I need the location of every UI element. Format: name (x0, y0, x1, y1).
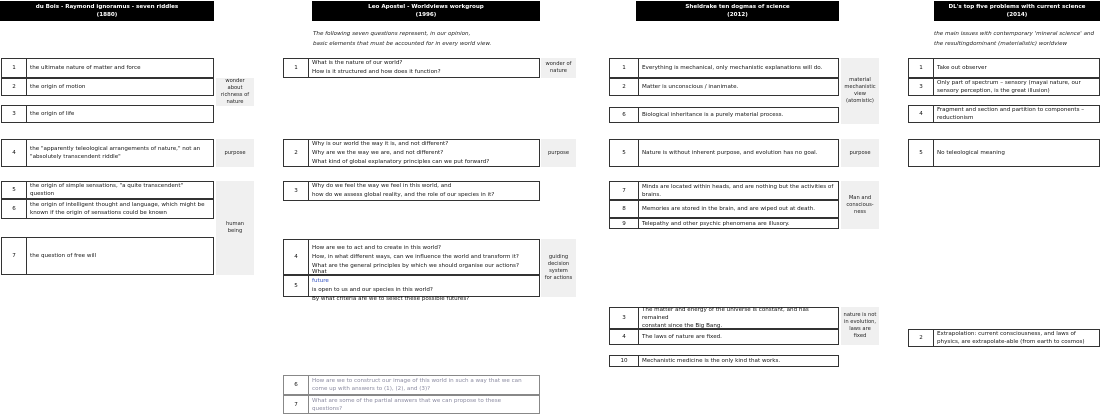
sheldrake-header (636, 1, 839, 21)
sheldrake-year: (2012) (727, 12, 748, 18)
row-text: How are we to act and to create in this world? How, in what different ways, can we influence the world and transform it? What are the general principles by which we should organise our actions? (312, 244, 519, 269)
row-number: 5 (610, 140, 639, 166)
dubois-row (1, 105, 214, 123)
dubois-row (1, 78, 214, 96)
row-number: 7 (284, 396, 309, 413)
row-text: Extrapolation: current consciousness, and laws of physics, are extrapolate-able (from earth to cosmos) (937, 331, 1085, 345)
apostel-question (283, 181, 540, 201)
row-text: the ultimate nature of matter and force (30, 65, 141, 71)
row-text: Fragment and section and partition to components – reductionism (937, 107, 1085, 121)
row-number: 4 (284, 240, 309, 274)
sheldrake-row (609, 329, 839, 345)
row-number: 6 (2, 200, 27, 218)
row-number: 3 (2, 106, 27, 122)
dubois-row (1, 199, 214, 219)
row-text: the origin of life (30, 111, 75, 117)
row-text: Telepathy and other psychic phenomena are illusory. (642, 220, 790, 227)
row-text: Memories are stored in the brain, and are wiped out at death. (642, 206, 816, 212)
dl-row (908, 139, 1100, 167)
sheldrake-title: Sheldrake ten dogmas of science (685, 4, 790, 10)
row-number: 8 (610, 201, 639, 217)
dl-row (908, 329, 1100, 347)
apostel-question (283, 58, 540, 78)
row-text: the "apparently teleological arrangements of nature," not an "absolutely transcendent riddle" (30, 146, 201, 160)
dubois-row (1, 58, 214, 78)
dl-title: DL's top five problems with current science (948, 4, 1086, 10)
row-number: 5 (284, 276, 309, 296)
highlighted-word: future (312, 278, 329, 284)
sheldrake-row (609, 355, 839, 367)
dubois-row (1, 181, 214, 199)
row-number: 5 (2, 182, 27, 198)
row-text: The laws of nature are fixed. (642, 334, 722, 340)
apostel-question (283, 139, 540, 167)
sheldrake-row (609, 78, 839, 96)
sheldrake-row (609, 218, 839, 229)
sheldrake-row (609, 107, 839, 123)
row-number: 3 (909, 79, 934, 95)
sheldrake-row (609, 139, 839, 167)
row-text: No teleological meaning (937, 150, 1005, 156)
row-text: Only part of spectrum – sensory (mayai nature, our sensory perception, is the great illusion) (937, 80, 1081, 94)
row-number: 9 (610, 219, 639, 228)
category-label: material mechanistic view (atomistic) (841, 58, 879, 124)
dl-row (908, 78, 1100, 96)
row-number: 1 (2, 59, 27, 77)
dubois-year: (1880) (96, 12, 118, 18)
row-text: What are some of the partial answers that we can propose to these questions? (312, 397, 502, 412)
row-text: Why do we feel the way we feel in this world, and how do we assess global reality, and the role of our species in it? (312, 183, 495, 198)
dl-row (908, 58, 1100, 78)
dl-year: (2014) (1006, 12, 1028, 18)
category-label: guiding decision system for actions (541, 239, 576, 297)
apostel-question (283, 375, 540, 395)
row-text: the origin of motion (30, 84, 86, 90)
category-label: purpose (541, 139, 576, 167)
row-number: 4 (610, 330, 639, 344)
row-number: 3 (610, 308, 639, 328)
row-text: Nature is without inherent purpose, and evolution has no goal. (642, 150, 818, 156)
category-label: purpose (216, 139, 254, 167)
dl-header (934, 1, 1100, 21)
row-number: 2 (610, 79, 639, 95)
apostel-question (283, 395, 540, 414)
sheldrake-row (609, 181, 839, 200)
row-number: 6 (610, 108, 639, 122)
row-text: Matter is unconscious / inanimate. (642, 84, 739, 90)
row-text: Minds are located within heads, and are nothing but the activities of brains. (642, 183, 834, 198)
dubois-header (0, 1, 214, 21)
row-number: 3 (284, 182, 309, 200)
row-text: Biological inheritance is a purely material process. (642, 112, 784, 118)
dubois-title: du Bois - Raymond ignoramus - seven riddles (35, 4, 179, 10)
apostel-header (312, 1, 540, 21)
row-text: The matter and energy of the universe is constant, and has remained constant since the Big Bang. (642, 307, 809, 329)
row-number: 2 (2, 79, 27, 95)
category-label: nature is not in evolution, laws are fixed (841, 307, 879, 345)
apostel-question (283, 269, 540, 302)
category-label: Man and conscious- ness (841, 181, 879, 229)
row-text: What future is open to us and our species in this world? By what criteria are we to select these possible futures? (312, 269, 470, 302)
category-label: human being (216, 181, 254, 275)
row-number: 4 (909, 106, 934, 122)
sheldrake-row (609, 58, 839, 78)
row-number: 5 (909, 140, 934, 166)
apostel-title: Leo Apostel - Worldviews workgroup (368, 4, 484, 10)
row-number: 1 (909, 59, 934, 77)
row-text: What is the nature of our world? How is it structured and how does it function? (312, 60, 441, 75)
sheldrake-row (609, 307, 839, 329)
category-label: purpose (841, 139, 879, 167)
row-number: 1 (284, 59, 309, 77)
row-text: How are we to construct our image of this world in such a way that we can come up with answers to (1), (2), and (3)? (312, 378, 522, 392)
row-number: 2 (909, 330, 934, 346)
dl-intro: the main issues with contemporary 'mineral science' and the resultingdominant (materialistic) worldview (934, 31, 1095, 47)
row-text: Mechanistic medicine is the only kind that works. (642, 358, 781, 364)
row-text: Why is our world the way it is, and not different? Why are we the way we are, and not different? What kind of global explanatory principles can we put forward? (312, 140, 490, 165)
row-text: the question of free will (30, 253, 97, 259)
apostel-year: (1996) (415, 12, 437, 18)
row-text: Everything is mechanical, only mechanistic explanations will do. (642, 65, 823, 71)
row-number: 7 (2, 238, 27, 274)
row-number: 1 (610, 59, 639, 77)
row-number: 7 (610, 182, 639, 199)
row-number: 10 (610, 356, 639, 366)
dubois-row (1, 237, 214, 275)
row-number: 6 (284, 376, 309, 394)
sheldrake-row (609, 200, 839, 218)
row-number: 4 (2, 140, 27, 166)
category-label: wonder of nature (541, 58, 576, 78)
row-text: the origin of intelligent thought and language, which might be known if the origin of sensations could be known (30, 202, 205, 216)
dubois-row (1, 139, 214, 167)
dl-row (908, 105, 1100, 123)
apostel-intro: The following seven questions represent, in our opinion, basic elements that must be accounted for in every world view. (313, 31, 492, 47)
category-label: wonder about richness of nature (216, 78, 254, 106)
row-text: Take out observer (937, 65, 987, 71)
row-number: 2 (284, 140, 309, 166)
row-text: the origin of simple sensations, "a quite transcendent" question (30, 183, 184, 197)
